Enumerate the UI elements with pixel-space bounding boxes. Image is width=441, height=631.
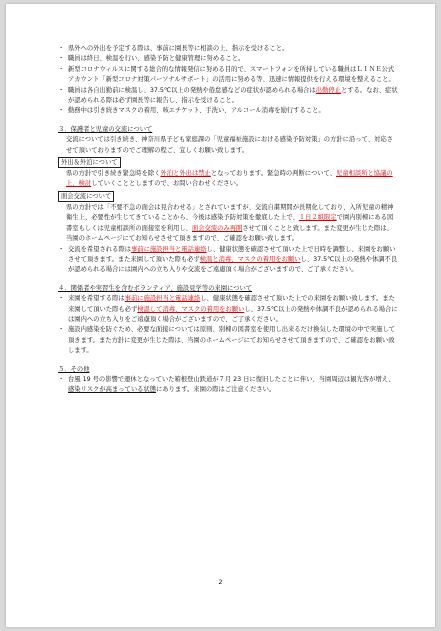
list-item (58, 325, 398, 356)
section-heading (58, 125, 398, 135)
bullet-text: 職員は終日、検温を行い、感染予防と健康管理に努めること。 (68, 55, 245, 63)
bullet-text: にあります。来園の際はご注意ください。 (156, 386, 276, 394)
list-item (58, 294, 398, 325)
section-heading (58, 365, 398, 375)
paragraph-text: となっております。緊急時の判断について、 (210, 170, 337, 178)
list-item (58, 65, 398, 86)
bullet-text: し、37.5℃以上の発熱や体調不良が認められる場合には園内への立ち入りや交流をご遠慮頂く場合がございますので、ご了承ください。 (68, 255, 398, 274)
section-heading (58, 284, 398, 294)
paragraph (58, 135, 398, 156)
paragraph-text: 県の方針では「不要不急の面会は見合わせる」とされていますが、交流自粛期間が長期化しており、入所児童の精神衛生上、必要性が生じてきていることから、今後は感染予防対策を徹底した上で、 (66, 203, 394, 222)
list-item (58, 245, 398, 276)
bullet-text: し、健康状態を確認させて頂いた上で日時を調整し、来園をお願いさせて頂きます。また来園して頂いた際も必ず (68, 245, 396, 263)
highlight-text: 外泊と外出は禁止 (160, 170, 211, 178)
bullet-text: 勤務中は引き続きマスクの着用、咳エチケット、手洗い、アルコール消毒を励行すること。 (68, 107, 325, 115)
highlight-text: 出勤停止 (315, 86, 341, 94)
section-heading-text: ４．関係者や実習生を含むボランティア、施設見学等の来園について (58, 284, 253, 292)
list-item (58, 86, 398, 107)
subheading-box: 外出＆外泊について (58, 157, 121, 168)
highlight-text: １日２組限定 (298, 214, 337, 222)
bullet-text: とする。なお、症状が認められる際は必ず園長等に報告し、指示を受けること。 (68, 86, 398, 105)
section-heading-text: ５．その他 (58, 365, 90, 373)
highlight-text: 事前に施設担当と電話連絡 (124, 295, 201, 303)
page-content (58, 44, 398, 396)
highlight-text: 事前に施設担当と電話連絡 (130, 245, 207, 253)
bullet-text: ＬＩＮＥ公式アカウント「新型コロナ対策パーソナルサポート」の活用に努める等、迅速に情報提供を行える環境を整えること。 (68, 65, 395, 84)
list-item (58, 106, 398, 116)
section-heading-text: ３．保護者と児童の交流について (58, 125, 153, 133)
paragraph-text: させて頂くことと致します。また変更が生じた際は、当園のホームページにてお知らせさせて頂きますので、ご確認をお願い致します。 (66, 224, 393, 243)
bullet-text: 新型コロナウィルスに関する総合的な情報発信に努める目的で、スマートフォンを所持している職員は (68, 65, 357, 73)
highlight-text: 面会交流のみ再開 (191, 224, 243, 232)
paragraph-text: で園内別棟にある図書室もしくは児童相談所の面接室を利用し、 (66, 214, 394, 232)
highlight-text: 検温と消毒、マスクの着用をお願い (199, 255, 301, 263)
bullet-text: 施設内感染を防ぐため、必要な面接については原則、別棟の図書室を使用し出来るだけ換気した環境の中で実施して頂きます。また方針に変更が生じた際は、当園のホームページにてお知らせさせて頂きますので、ご確認をお願い致します。 (68, 326, 396, 355)
bullet-text: し、健康状態を確認させて頂いた上での来園をお願い致します。また来園して頂いた際も必ず (68, 295, 395, 313)
bullet-text: 県外への外出を予定する際は、事前に園長等に相談の上、指示を受けること。 (68, 45, 289, 52)
underlined-text: 感染リスクが高まっている状態 (68, 386, 157, 394)
highlight-text: 児童相談所と協議の上、検討 (66, 170, 393, 188)
subheading-box: 面会交流について (58, 191, 114, 202)
bullet-text: 来園を希望する際は (68, 295, 125, 303)
paragraph-text: 県の方針で引き続き緊急時を除く (66, 170, 161, 178)
paragraph (58, 169, 398, 190)
highlight-text: 検温して消毒、マスクの着用をお願い (137, 305, 245, 313)
list-item (58, 375, 398, 396)
bullet-text: 職員は各自出勤前に検温し、37.5℃以上の発熱や倦怠感などの症状が認められる場合は (68, 86, 316, 94)
list-item (58, 44, 398, 54)
paragraph-text: 交流については引き続き、神奈川県子ども家庭課の「児童福祉施設における感染予防対策」の方針に沿って、対応させて頂いておりますのでご理解の程ご、宜しくお願い致します。 (66, 136, 393, 154)
page-number: 2 (218, 578, 223, 586)
paragraph-text: していくこととしますので、お問い合わせください。 (91, 180, 243, 188)
document-page (6, 4, 435, 627)
bullet-text: し、37.5℃以上の発熱や体調不良が認められる場合には園内への立ち入りをご遠慮頂く場合がございますので、ご了承ください。 (68, 305, 398, 323)
list-item (58, 54, 398, 64)
bullet-text: 台風 19 号の影響で運休となっていた箱根登山鉄道が７月 23 日に復旧したことに伴い、当園周辺は観光客が増え、 (68, 375, 395, 383)
paragraph (58, 203, 398, 245)
bullet-text: 交流を希望される際は (68, 245, 131, 253)
